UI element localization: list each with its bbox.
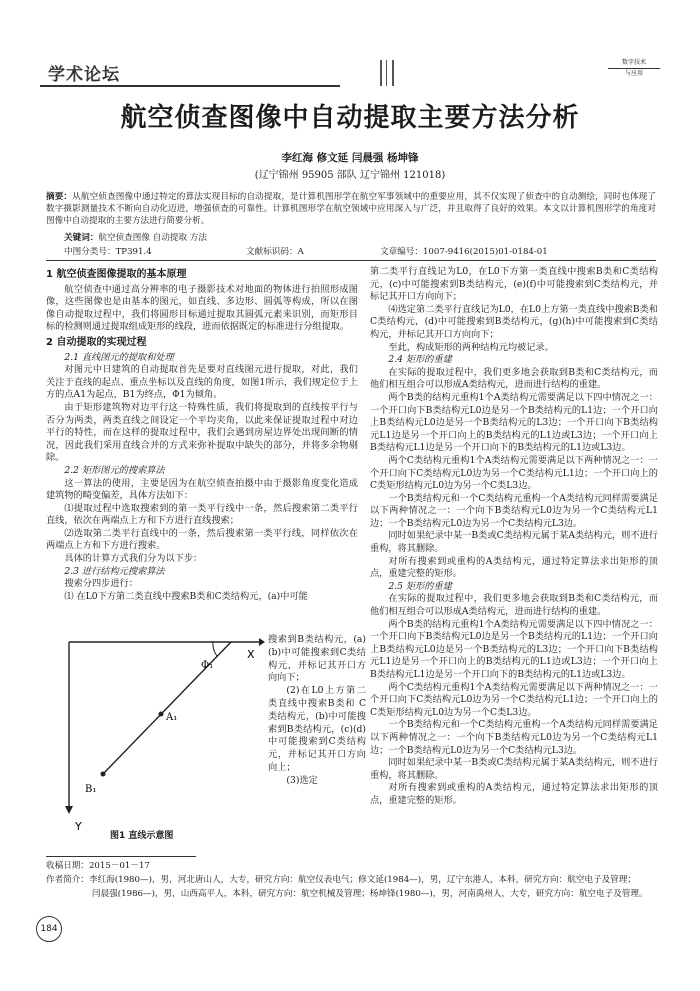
paragraph: 同时如果纪录中某一B类或C类结构元属于某A类结构元，则不进行重构，将其删除。 xyxy=(370,530,658,555)
paragraph: (3)选定 xyxy=(286,774,318,786)
abstract-label: 摘要： xyxy=(46,192,73,202)
paragraph: 两个C类结构元重构1个A类结构元需要满足以下两种情况之一：一个开口向下C类结构元L0边为另一个C类结构元L1边；一个开口向上的C类矩形结构元L0边为另一个C类L3边。 xyxy=(370,681,658,718)
running-header xyxy=(40,52,660,88)
paragraph: (2)在L0上方第二类直线中搜索B类和 C 类结构元，(b)中可能搜索到B类结构元，(c)(d)中可能搜索到C类结构元，并标记其开口方向向上； xyxy=(268,685,366,773)
keywords-label: 关键词： xyxy=(64,233,99,243)
paragraph: ⑷选定第二类平行直线记为L0，在L0上方第一类直线中搜索B类和C类结构元，(d)中可能搜索到B类结构元，(g)(h)中可能搜索到C类结构元，并标记其开口方向向下； xyxy=(370,303,658,340)
paper-title: 航空侦查图像中自动提取主要方法分析 xyxy=(120,103,580,133)
keywords-text: 航空侦查图像 自动提取 方法 xyxy=(98,233,207,243)
left-column xyxy=(46,266,358,603)
paragraph: ⑴提取过程中选取搜索到的第一类平行线中一条，然后搜索第二类平行直线，依次在两端点上方和下方进行直线搜索； xyxy=(46,502,358,527)
paragraph: 由于矩形建筑物对边平行这一特殊性质，我们将提取到的直线按平行与否分为两类，两类直线之间设定一个平均夹角，以此来保证提取过程中对边平行的特性，而在这样的提取过程中，我们会遇到房屋边界处出现间断的情况，因此我们采用直线合并的方式来弥补提取中缺失的部分，并将多余物剔除。 xyxy=(46,401,358,464)
author-bio: 作者简介：李红海(1980—)，男，河北唐山人，大专，研究方向：航空仪表电气；修文延(1984—)，男，辽宁东港人，本科，研究方向：航空电子及管理； xyxy=(46,875,636,885)
logo-top: 数字技术 xyxy=(608,58,660,69)
journal-logo xyxy=(608,58,660,86)
paragraph: 同时如果纪录中某一B类或C类结构元属于某A类结构元，则不进行重构，将其删除。 xyxy=(370,757,658,781)
header-divider xyxy=(392,60,394,86)
paragraph: 搜索到B类结构元，(a)(b)中可能搜索到C类结构元，并标记其开口方向向下； xyxy=(268,634,366,684)
abstract-rule xyxy=(46,260,656,261)
article-number: 文章编号：1007-9416(2015)01-0184-01 xyxy=(380,247,548,257)
b1-label: B₁ xyxy=(85,784,97,795)
clc-number: 中图分类号：TP391.4 xyxy=(64,247,152,257)
doc-code: 文献标识码：A xyxy=(246,247,304,257)
page-number: 184 xyxy=(36,916,62,942)
section-label: 学术论坛 xyxy=(48,65,120,85)
x-arrow xyxy=(259,638,265,646)
section-heading: 1 航空侦查图像提取的基本原理 xyxy=(46,269,187,280)
right-column xyxy=(370,266,658,808)
section-heading: 2 自动提取的实现过程 xyxy=(46,336,147,348)
paragraph: 对所有搜索到或重构的A类结构元，通过特定算法求出矩形的顶点，重建完整的矩形。 xyxy=(370,555,658,580)
paragraph: 搜索分四步进行： xyxy=(64,578,138,590)
abstract xyxy=(46,191,656,227)
figure-1 xyxy=(63,634,265,839)
phi-label: Φ₁ xyxy=(201,660,214,671)
paragraph: 两个C类结构元重构1个A类结构元需要满足以下两种情况之一：一个开口向下C类结构元L0边为另一个C类结构元L1边；一个开口向上的C类矩形结构元L0边为另一个C类L3边。 xyxy=(370,454,658,492)
paragraph: 一个B类结构元和一个C类结构元重构一个A类结构元同样需要满足以下两种情况之一：一个向下B类结构元L0边为另一个C类结构元L1边；一个B类结构元L0边为另一个C类结构元L3边。 xyxy=(370,719,658,756)
paragraph: 具体的计算方式我们分为以下步： xyxy=(64,553,203,565)
subsection-heading: 2.4 矩形的重建 xyxy=(388,354,452,366)
logo-bottom: 与应用 xyxy=(624,70,643,77)
paragraph: 至此，构成矩形的两种结构元均被记录。 xyxy=(388,341,554,353)
subsection-heading: 2.1 直线图元的提取和处理 xyxy=(64,351,174,363)
header-divider xyxy=(386,60,387,86)
paragraph: 对所有搜索到或重构的A类结构元，通过特定算法求出矩形的顶点，重建完整的矩形。 xyxy=(370,782,658,806)
subsection-heading: 2.3 进行结构元搜索算法 xyxy=(64,565,165,577)
paragraph: 两个B类的结构元重构1个A类结构元需要满足以下四中情况之一：一个开口向下B类结构元L0边是另一个B类结构元的L1边；一个开口向上B类结构元L0边是另一个B类结构元的L3边；一个开口向下B类结构元L1边是另一个开口向上的B类结构元的L1边或L3边；一个开口向上B类结构元L1边是另一个开口向下的B类结构元的L1边或L3边。 xyxy=(370,391,658,454)
point-b1 xyxy=(101,772,106,777)
paragraph: ⑵选取第二类平行直线中的一条，然后搜索第一类平行线，同样依次在两端点上方和下方进行搜索。 xyxy=(46,527,358,552)
received-date: 收稿日期：2015－01－17 xyxy=(46,861,150,871)
y-label: Y xyxy=(75,820,82,833)
footnote-rule xyxy=(46,856,196,857)
subsection-heading: 2.5 矩形的重建 xyxy=(388,580,452,592)
header-divider xyxy=(380,60,382,86)
wrap-text xyxy=(268,634,366,788)
paragraph: 这一算法的使用，主要是因为在航空侦查拍摄中由于摄影角度变化造成建筑物的畸变偏差，具体方法如下： xyxy=(46,477,358,502)
point-a1 xyxy=(159,712,164,717)
paragraph: 一个B类结构元和一个C类结构元重构一个A类结构元同样需要满足以下两种情况之一：一个向下B类结构元L0边为另一个C类结构元L1边；一个B类结构元L0边为另一个C类结构元L3边。 xyxy=(370,492,658,529)
affiliation: (辽宁锦州 95905 部队 辽宁锦州 121018) xyxy=(254,170,446,181)
paragraph: 在实际的提取过程中，我们更多地会获取到B类和C类结构元，而他们相互组合可以形成A类结构元，进而进行结构的重建。 xyxy=(370,593,658,618)
figure-caption: 图1 直线示意图 xyxy=(110,831,174,841)
authors: 李红海 修文延 闫晨强 杨坤锋 xyxy=(281,152,419,164)
x-label: X xyxy=(247,648,255,661)
y-arrow xyxy=(65,806,73,814)
author-bio: 闫晨强(1986—)，男，山西高平人，本科，研究方向：航空机械及管理；杨坤锋(1980—)，男，河南禹州人，大专，研究方向：航空电子及管理。 xyxy=(92,889,648,899)
paragraph: 对图元中日建筑的自动提取首先是要对直线图元进行提取，对此，我们关注于直线的起点、重点坐标以及直线的角度，如图1所示，我们规定位于上方的点A1为起点，B1为终点，Φ1为倾角。 xyxy=(46,364,358,401)
paragraph: 两个B类的结构元重构1个A类结构元需要满足以下四中情况之一：一个开口向下B类结构元L0边是另一个B类结构元的L1边；一个开口向上B类结构元L0边是另一个B类结构元的L3边；一个开口向下B类结构元L1边是另一个开口向上的B类结构元的L1边或L3边；一个开口向上B类结构元L1边是另一个开口向下的B类结构元的L1边或L3边。 xyxy=(370,618,658,680)
paragraph: ⑴ 在L0下方第二类直线中搜索B类和C类结构元，(a)中可能 xyxy=(64,590,308,602)
paragraph: 在实际的提取过程中，我们更多地会获取到B类和C类结构元，而他们相互组合可以形成A类结构元，进而进行结构的重建。 xyxy=(370,366,658,391)
paragraph: 第二类平行直线记为L0，在L0下方第一类直线中搜索B类和C类结构元，(c)中可能搜索到B类结构元，(e)(f)中可能搜索到C类结构元，并标记其开口方向向下； xyxy=(370,266,658,303)
paragraph: 航空侦查中通过高分辨率的电子摄影技术对地面的物体进行拍照形成图像，这些图像也是由基本的图元，如直线、多边形、圆弧等构成，所以在图像自动提取过程中，我们将圆形目标通过提取其圆弧元素来识别，而矩形目标的检测则通过提取组成矩形的线段，进而依据既定的标准进行分组提取。 xyxy=(46,283,358,333)
abstract-text: 从航空侦查图像中通过特定的算法实现目标的自动提取，是计算机图形学在航空军事领域中的重要应用，其不仅实现了侦查中的自动测绘，同时也体现了数字摄影测量技术不断向自动化迈进，增强侦查的可靠性。计算机图形学在航空领域中应用深入与广泛，并且取得了良好的效果。本文以计算机图形学的角度对图像中自动提取的主要方法进行简要分析。 xyxy=(46,192,656,226)
a1-label: A₁ xyxy=(166,712,178,723)
keywords xyxy=(64,231,207,243)
subsection-heading: 2.2 矩形图元的搜索算法 xyxy=(64,464,165,476)
header-rule xyxy=(40,85,340,87)
line-diagram xyxy=(63,634,265,834)
angle-arc xyxy=(213,642,217,656)
